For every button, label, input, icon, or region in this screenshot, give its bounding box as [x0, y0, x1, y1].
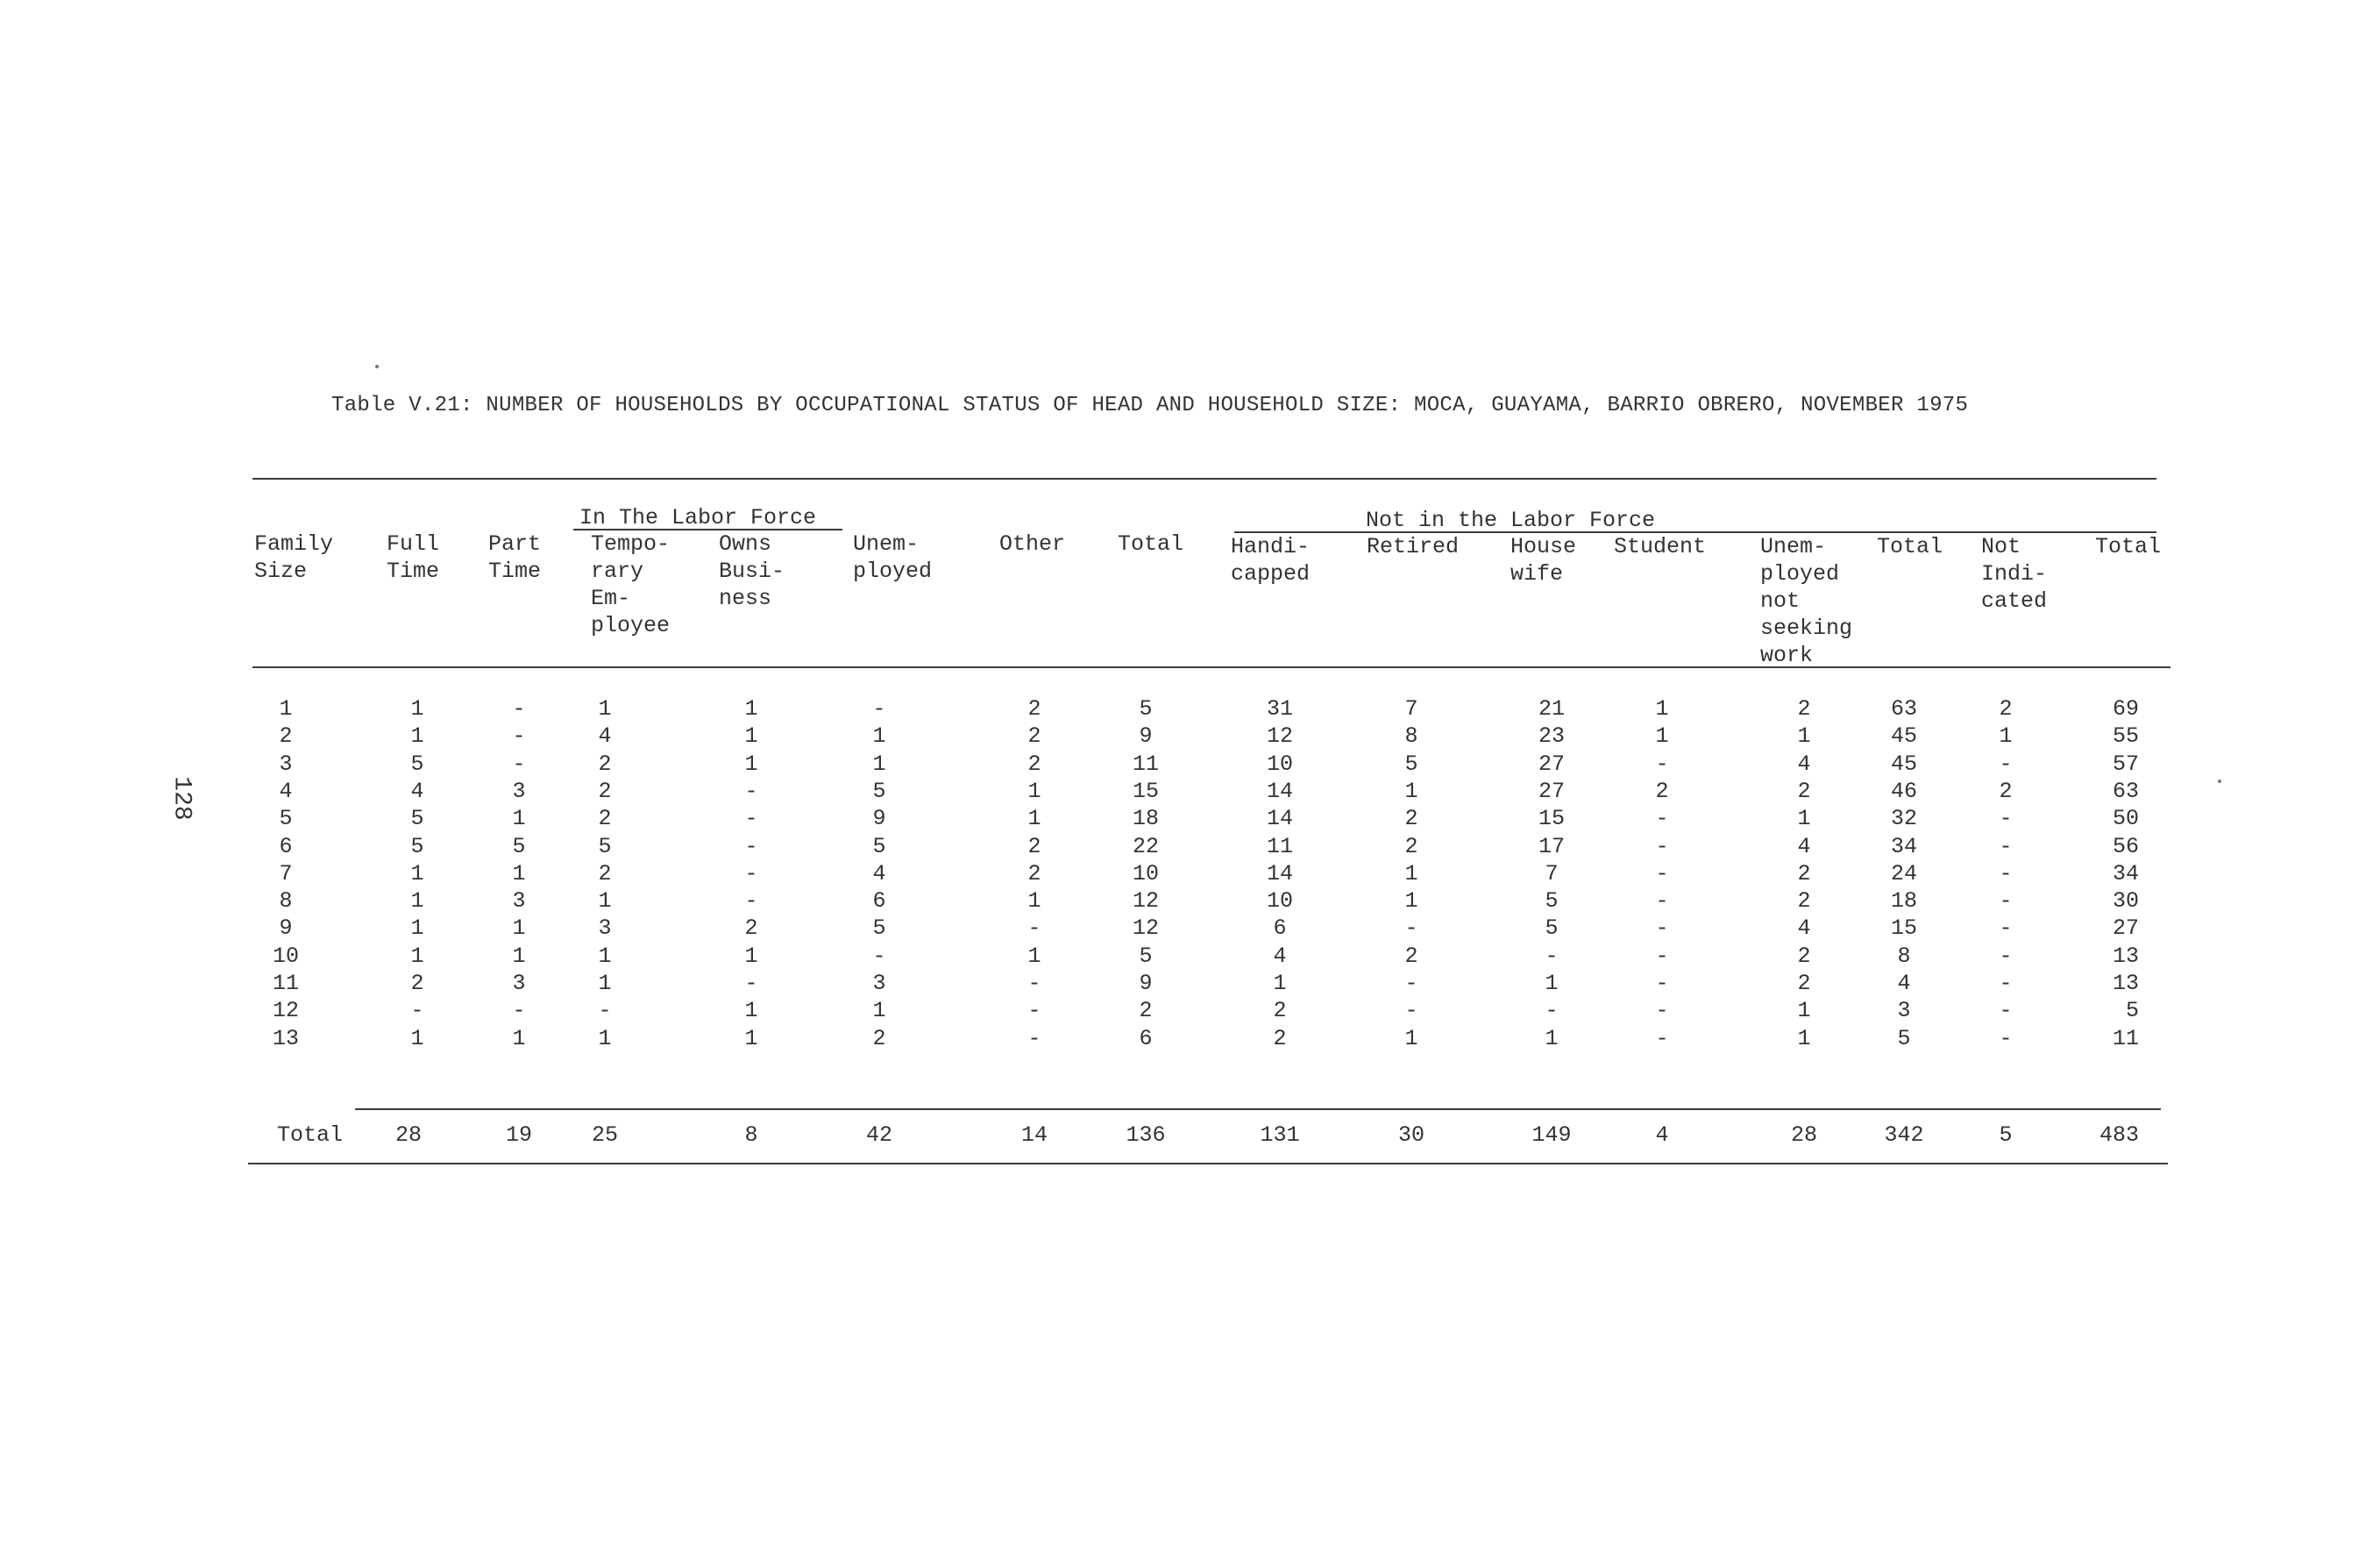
column-header-retired: Retired: [1367, 534, 1460, 559]
table-cell: 5: [1404, 751, 1418, 777]
column-header-part-time: Part Time: [488, 531, 542, 584]
table-cell: 63: [2112, 778, 2139, 804]
table-cell: 2: [1027, 833, 1041, 859]
row-label: 1: [279, 696, 293, 722]
table-cell: -: [512, 751, 526, 777]
table-cell: 1: [744, 998, 758, 1024]
table-cell: 2: [1404, 943, 1418, 969]
table-cell: -: [598, 998, 612, 1024]
table-cell: 1: [1797, 998, 1811, 1024]
table-cell: -: [1545, 998, 1559, 1024]
table-cell: 2: [1797, 943, 1811, 969]
table-cell: 32: [1890, 806, 1918, 832]
table-cell: 5: [872, 778, 886, 804]
total-cell: 28: [394, 1122, 423, 1148]
table-cell: -: [1999, 860, 2013, 886]
table-cell: 2: [1797, 860, 1811, 886]
total-cell: 42: [865, 1122, 893, 1148]
total-cell: 4: [1655, 1122, 1669, 1148]
table-cell: 1: [598, 888, 612, 915]
table-cell: 13: [2112, 943, 2139, 969]
table-cell: 45: [1890, 723, 1918, 750]
column-header-family-size: Family Size: [254, 531, 334, 584]
table-cell: 1: [598, 971, 612, 996]
table-cell: -: [1655, 971, 1669, 996]
table-cell: 5: [872, 915, 886, 942]
table-cell: 1: [598, 696, 612, 722]
row-label: 8: [279, 888, 293, 915]
table-cell: -: [1655, 806, 1669, 832]
table-cell: 1: [1404, 1025, 1418, 1051]
table-cell: 34: [1890, 833, 1918, 859]
table-cell: 1: [1655, 723, 1669, 750]
table-cell: 27: [1538, 751, 1566, 777]
table-cell: 10: [1266, 888, 1294, 915]
table-cell: 23: [1538, 723, 1566, 750]
total-cell: 8: [744, 1122, 758, 1148]
page-number: 128: [167, 776, 195, 821]
table-cell: 2: [1027, 751, 1041, 777]
table-cell: 2: [1404, 806, 1418, 832]
table-cell: 2: [1027, 696, 1041, 722]
column-header-full-time: Full Time: [387, 531, 440, 584]
table-cell: 27: [2112, 915, 2139, 942]
top-rule: [252, 478, 2156, 480]
column-header-handicapped: Handi- capped: [1231, 534, 1311, 587]
table-cell: 14: [1266, 778, 1294, 804]
table-cell: 2: [1404, 833, 1418, 859]
table-cell: 63: [1890, 696, 1918, 722]
table-cell: 12: [1266, 723, 1294, 750]
total-cell: 5: [1999, 1122, 2013, 1148]
table-cell: -: [1999, 998, 2013, 1024]
table-cell: 1: [744, 943, 758, 969]
column-header-student: Student: [1614, 534, 1707, 559]
table-cell: 15: [1890, 915, 1918, 942]
table-cell: 2: [872, 1025, 886, 1051]
row-label: 2: [279, 723, 293, 750]
column-header-other: Other: [999, 531, 1066, 557]
table-cell: 9: [1139, 723, 1153, 750]
table-cell: 11: [1266, 833, 1294, 859]
table-cell: -: [1655, 888, 1669, 915]
table-cell: 1: [410, 915, 424, 942]
table-cell: 6: [872, 888, 886, 915]
column-header-temporary-employee: Tempo- rary Em- ployee: [591, 531, 671, 638]
table-cell: 3: [512, 971, 526, 996]
table-cell: -: [1027, 998, 1041, 1024]
table-cell: -: [744, 778, 758, 804]
table-cell: 1: [1655, 696, 1669, 722]
row-label: 4: [279, 778, 293, 804]
table-cell: 5: [512, 833, 526, 859]
table-cell: 2: [1797, 888, 1811, 915]
table-cell: -: [744, 833, 758, 859]
table-cell: 55: [2112, 723, 2139, 750]
table-cell: -: [1655, 833, 1669, 859]
table-cell: 3: [512, 778, 526, 804]
table-cell: 2: [744, 915, 758, 942]
total-cell: 483: [2099, 1122, 2139, 1148]
table-cell: 2: [598, 806, 612, 832]
dust-speck: [2218, 780, 2221, 783]
table-cell: -: [1027, 971, 1041, 996]
header-bottom-rule: [252, 666, 2170, 668]
table-cell: 5: [410, 833, 424, 859]
table-cell: 7: [1545, 860, 1559, 886]
table-cell: 1: [512, 806, 526, 832]
table-cell: -: [1655, 998, 1669, 1024]
table-cell: 1: [872, 723, 886, 750]
row-label: 3: [279, 751, 293, 777]
table-cell: 1: [744, 751, 758, 777]
table-cell: 2: [1655, 778, 1669, 804]
table-cell: 1: [1027, 778, 1041, 804]
row-label: 5: [279, 806, 293, 832]
table-cell: 5: [2125, 998, 2139, 1024]
table-cell: -: [1999, 915, 2013, 942]
table-cell: 11: [2112, 1025, 2139, 1051]
table-cell: 15: [1132, 778, 1160, 804]
table-cell: -: [512, 723, 526, 750]
table-cell: 5: [1897, 1025, 1911, 1051]
table-cell: 1: [410, 943, 424, 969]
table-cell: 21: [1538, 696, 1566, 722]
table-cell: 5: [872, 833, 886, 859]
group-header-in-labor-force: In The Labor Force: [579, 505, 817, 530]
table-cell: -: [1999, 806, 2013, 832]
table-cell: 6: [1139, 1025, 1153, 1051]
table-cell: 2: [598, 860, 612, 886]
table-cell: 1: [1404, 778, 1418, 804]
table-cell: 4: [1797, 833, 1811, 859]
table-cell: 11: [1132, 751, 1160, 777]
row-label: 13: [272, 1025, 300, 1051]
table-cell: 4: [1273, 943, 1287, 969]
table-cell: 2: [1273, 1025, 1287, 1051]
row-label: 10: [272, 943, 300, 969]
table-cell: 1: [410, 723, 424, 750]
table-cell: 12: [1132, 915, 1160, 942]
table-cell: -: [410, 998, 424, 1024]
row-label: 7: [279, 860, 293, 886]
table-cell: 5: [1545, 915, 1559, 942]
table-cell: 7: [1404, 696, 1418, 722]
table-cell: -: [1027, 915, 1041, 942]
group-header-not-in-labor-force: Not in the Labor Force: [1366, 508, 1656, 533]
table-cell: 34: [2112, 860, 2139, 886]
table-cell: -: [744, 888, 758, 915]
table-cell: 1: [1027, 888, 1041, 915]
row-label: 9: [279, 915, 293, 942]
table-cell: 4: [1797, 751, 1811, 777]
table-cell: 1: [1797, 1025, 1811, 1051]
table-cell: -: [1404, 998, 1418, 1024]
table-cell: 5: [410, 751, 424, 777]
table-cell: 1: [872, 751, 886, 777]
table-cell: 4: [410, 778, 424, 804]
total-cell: 149: [1531, 1122, 1572, 1148]
table-cell: 8: [1897, 943, 1911, 969]
table-cell: -: [1999, 833, 2013, 859]
table-cell: 30: [2112, 888, 2139, 915]
table-cell: 4: [872, 860, 886, 886]
column-header-housewife: House wife: [1510, 534, 1577, 587]
table-cell: -: [744, 806, 758, 832]
column-header-total-not-in: Total: [1877, 534, 1943, 559]
table-cell: 3: [598, 915, 612, 942]
table-cell: 1: [1404, 860, 1418, 886]
table-cell: -: [1999, 1025, 2013, 1051]
table-cell: 14: [1266, 806, 1294, 832]
table-cell: 1: [1027, 806, 1041, 832]
table-cell: 1: [1027, 943, 1041, 969]
table-cell: 46: [1890, 778, 1918, 804]
table-cell: 1: [410, 1025, 424, 1051]
table-cell: 24: [1890, 860, 1918, 886]
table-cell: -: [1655, 943, 1669, 969]
table-cell: -: [1999, 888, 2013, 915]
total-cell: 14: [1020, 1122, 1048, 1148]
table-cell: 3: [872, 971, 886, 996]
table-cell: 9: [1139, 971, 1153, 996]
table-cell: 2: [1027, 860, 1041, 886]
total-cell: 136: [1126, 1122, 1166, 1148]
table-cell: 10: [1132, 860, 1160, 886]
table-cell: 2: [1797, 778, 1811, 804]
table-cell: 2: [1027, 723, 1041, 750]
table-cell: 1: [744, 723, 758, 750]
table-cell: 2: [1999, 696, 2013, 722]
table-cell: 4: [1897, 971, 1911, 996]
table-cell: 2: [1999, 778, 2013, 804]
column-header-unemployed: Unem- ployed: [853, 531, 933, 584]
column-header-unemployed-not-seeking: Unem- ployed not seeking work: [1760, 534, 1853, 668]
table-cell: 17: [1538, 833, 1566, 859]
dust-speck: [375, 365, 379, 368]
table-cell: 9: [872, 806, 886, 832]
table-cell: 1: [1545, 971, 1559, 996]
row-label: 12: [272, 998, 300, 1024]
table-cell: 1: [1273, 971, 1287, 996]
column-header-total: Total: [2095, 534, 2162, 559]
table-cell: -: [512, 998, 526, 1024]
table-cell: 1: [598, 943, 612, 969]
table-cell: 18: [1132, 806, 1160, 832]
table-cell: 1: [872, 998, 886, 1024]
table-cell: 2: [1797, 971, 1811, 996]
table-cell: 13: [2112, 971, 2139, 996]
table-cell: 1: [1545, 1025, 1559, 1051]
total-cell: 25: [591, 1122, 619, 1148]
total-cell: 131: [1260, 1122, 1300, 1148]
table-cell: -: [1545, 943, 1559, 969]
table-cell: 14: [1266, 860, 1294, 886]
table-cell: 1: [512, 915, 526, 942]
table-cell: -: [744, 860, 758, 886]
table-cell: -: [1655, 915, 1669, 942]
table-cell: 50: [2112, 806, 2139, 832]
table-cell: 2: [1139, 998, 1153, 1024]
total-row-label: Total: [277, 1122, 344, 1148]
table-cell: 1: [410, 696, 424, 722]
table-cell: 56: [2112, 833, 2139, 859]
table-cell: 1: [598, 1025, 612, 1051]
column-header-owns-business: Owns Busi- ness: [719, 531, 785, 611]
bottom-rule: [248, 1163, 2168, 1164]
table-cell: 5: [1545, 888, 1559, 915]
column-header-total-in: Total: [1118, 531, 1184, 557]
row-label: 6: [279, 833, 293, 859]
table-cell: 4: [1797, 915, 1811, 942]
table-cell: 1: [1404, 888, 1418, 915]
table-cell: 3: [1897, 998, 1911, 1024]
table-cell: -: [1027, 1025, 1041, 1051]
table-cell: 15: [1538, 806, 1566, 832]
table-cell: -: [1404, 915, 1418, 942]
total-cell: 342: [1884, 1122, 1924, 1148]
table-cell: -: [512, 696, 526, 722]
table-cell: 8: [1404, 723, 1418, 750]
table-cell: 69: [2112, 696, 2139, 722]
table-cell: 4: [598, 723, 612, 750]
table-cell: 45: [1890, 751, 1918, 777]
table-title: Table V.21: NUMBER OF HOUSEHOLDS BY OCCUPATIONAL STATUS OF HEAD AND HOUSEHOLD SIZE: MOCA, GUAYAMA, BARRIO OBRERO, NOVEMBER 1975: [331, 394, 1969, 417]
table-cell: 27: [1538, 778, 1566, 804]
total-cell: 19: [505, 1122, 533, 1148]
table-cell: -: [872, 696, 886, 722]
column-header-not-indicated: Not Indi- cated: [1981, 534, 2048, 614]
table-cell: 18: [1890, 888, 1918, 915]
table-cell: -: [1655, 860, 1669, 886]
table-cell: 1: [512, 943, 526, 969]
table-cell: -: [1999, 943, 2013, 969]
table-cell: 6: [1273, 915, 1287, 942]
table-cell: 1: [410, 888, 424, 915]
table-cell: 1: [410, 860, 424, 886]
table-cell: 5: [410, 806, 424, 832]
table-cell: 2: [598, 751, 612, 777]
row-label: 11: [272, 971, 300, 996]
table-cell: 1: [1999, 723, 2013, 750]
table-cell: 1: [512, 860, 526, 886]
table-cell: 57: [2112, 751, 2139, 777]
table-cell: 10: [1266, 751, 1294, 777]
table-cell: 2: [1273, 998, 1287, 1024]
table-cell: 1: [512, 1025, 526, 1051]
table-cell: 2: [598, 778, 612, 804]
table-cell: -: [872, 943, 886, 969]
table-cell: 2: [410, 971, 424, 996]
table-cell: 5: [598, 833, 612, 859]
total-top-rule: [355, 1108, 2161, 1110]
table-cell: -: [744, 971, 758, 996]
table-cell: 5: [1139, 696, 1153, 722]
table-cell: 5: [1139, 943, 1153, 969]
table-cell: -: [1999, 751, 2013, 777]
table-cell: 12: [1132, 888, 1160, 915]
table-cell: 1: [1797, 806, 1811, 832]
table-cell: 1: [744, 696, 758, 722]
table-cell: -: [1404, 971, 1418, 996]
total-cell: 28: [1790, 1122, 1818, 1148]
total-cell: 30: [1397, 1122, 1425, 1148]
table-cell: 1: [1797, 723, 1811, 750]
table-cell: 3: [512, 888, 526, 915]
table-cell: 22: [1132, 833, 1160, 859]
table-cell: 2: [1797, 696, 1811, 722]
table-cell: -: [1655, 1025, 1669, 1051]
table-cell: 1: [744, 1025, 758, 1051]
table-cell: -: [1655, 751, 1669, 777]
table-cell: 31: [1266, 696, 1294, 722]
table-cell: -: [1999, 971, 2013, 996]
